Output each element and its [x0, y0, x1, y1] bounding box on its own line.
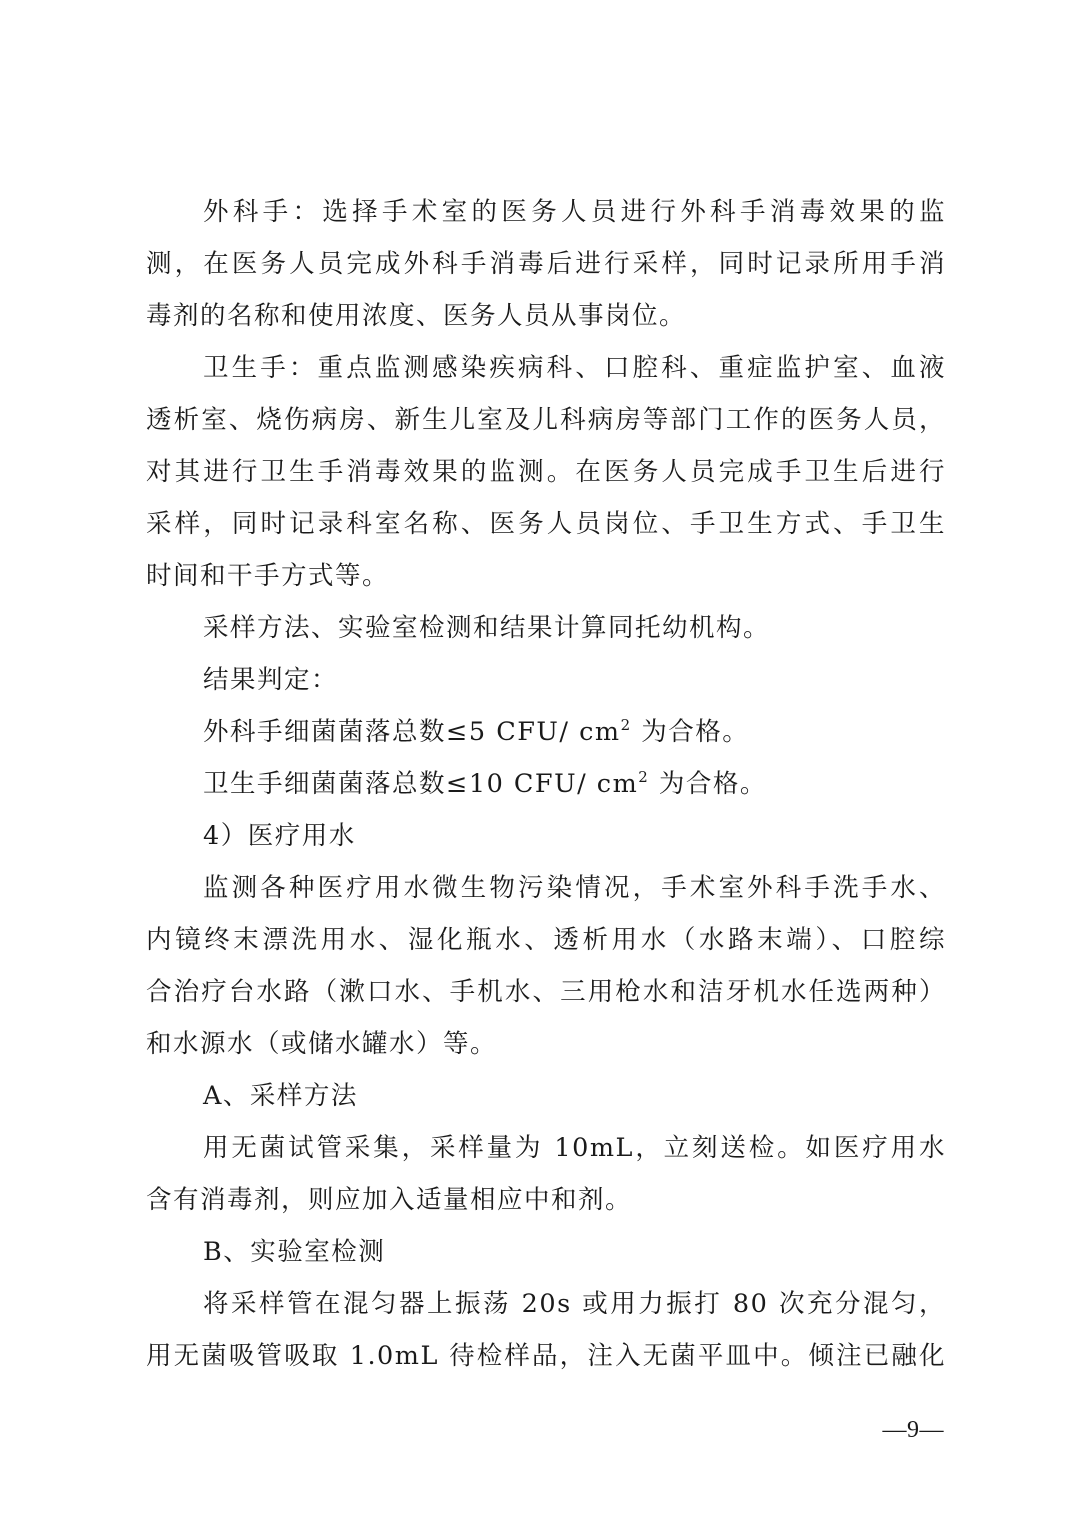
heading-lab-testing: B、实验室检测 — [203, 1237, 386, 1267]
paragraph-lab-testing-line-2: 用无菌吸管吸取 1.0mL 待检样品，注入无菌平皿中。倾注已融化 — [146, 1341, 946, 1371]
page-number: —9— — [882, 1417, 944, 1443]
paragraph-lab-testing-line-1: 将采样管在混匀器上振荡 20s 或用力振打 80 次充分混匀， — [203, 1289, 946, 1319]
criterion-suffix: 为合格。 — [649, 769, 767, 799]
paragraph-hygiene-hand-line-1: 卫生手：重点监测感染疾病科、口腔科、重症监护室、血液 — [203, 353, 946, 383]
criterion-hygiene-hand-text: 卫生手细菌菌落总数≤10 CFU/ cm — [203, 769, 639, 799]
criterion-surgical-hand — [203, 706, 946, 758]
paragraph-hygiene-hand-line-4: 采样，同时记录科室名称、医务人员岗位、手卫生方式、手卫生 — [146, 509, 946, 539]
paragraph-medical-water-line-1: 监测各种医疗用水微生物污染情况，手术室外科手洗手水、 — [203, 873, 946, 903]
paragraph-hygiene-hand-line-3: 对其进行卫生手消毒效果的监测。在医务人员完成手卫生后进行 — [146, 457, 946, 487]
heading-result-judgement: 结果判定： — [203, 665, 339, 695]
superscript-2: 2 — [638, 768, 650, 786]
paragraph-surgical-hand-line-3: 毒剂的名称和使用浓度、医务人员从事岗位。 — [146, 301, 687, 331]
paragraph-hygiene-hand-line-5: 时间和干手方式等。 — [146, 561, 390, 591]
criterion-surgical-hand-text: 外科手细菌菌落总数≤5 CFU/ cm — [203, 717, 621, 747]
paragraph-surgical-hand-line-1: 外科手：选择手术室的医务人员进行外科手消毒效果的监 — [203, 197, 946, 227]
criterion-suffix: 为合格。 — [631, 717, 750, 747]
paragraph-sampling-line-2: 含有消毒剂，则应加入适量相应中和剂。 — [146, 1185, 633, 1215]
paragraph-medical-water-line-3: 合治疗台水路（漱口水、手机水、三用枪水和洁牙机水任选两种） — [146, 977, 946, 1007]
heading-medical-water: 4）医疗用水 — [203, 821, 356, 851]
paragraph-sampling-line-1: 用无菌试管采集，采样量为 10mL，立刻送检。如医疗用水 — [203, 1133, 946, 1163]
heading-sampling-method: A、采样方法 — [203, 1081, 358, 1111]
paragraph-medical-water-line-2: 内镜终末漂洗用水、湿化瓶水、透析用水（水路末端）、口腔综 — [146, 925, 946, 955]
criterion-hygiene-hand — [203, 758, 946, 810]
superscript-2: 2 — [620, 716, 632, 734]
paragraph-surgical-hand-line-2: 测，在医务人员完成外科手消毒后进行采样，同时记录所用手消 — [146, 249, 946, 279]
paragraph-hygiene-hand-line-2: 透析室、烧伤病房、新生儿室及儿科病房等部门工作的医务人员， — [146, 405, 946, 435]
paragraph-medical-water-line-4: 和水源水（或储水罐水）等。 — [146, 1029, 498, 1059]
paragraph-sampling-method-note: 采样方法、实验室检测和结果计算同托幼机构。 — [203, 613, 771, 643]
